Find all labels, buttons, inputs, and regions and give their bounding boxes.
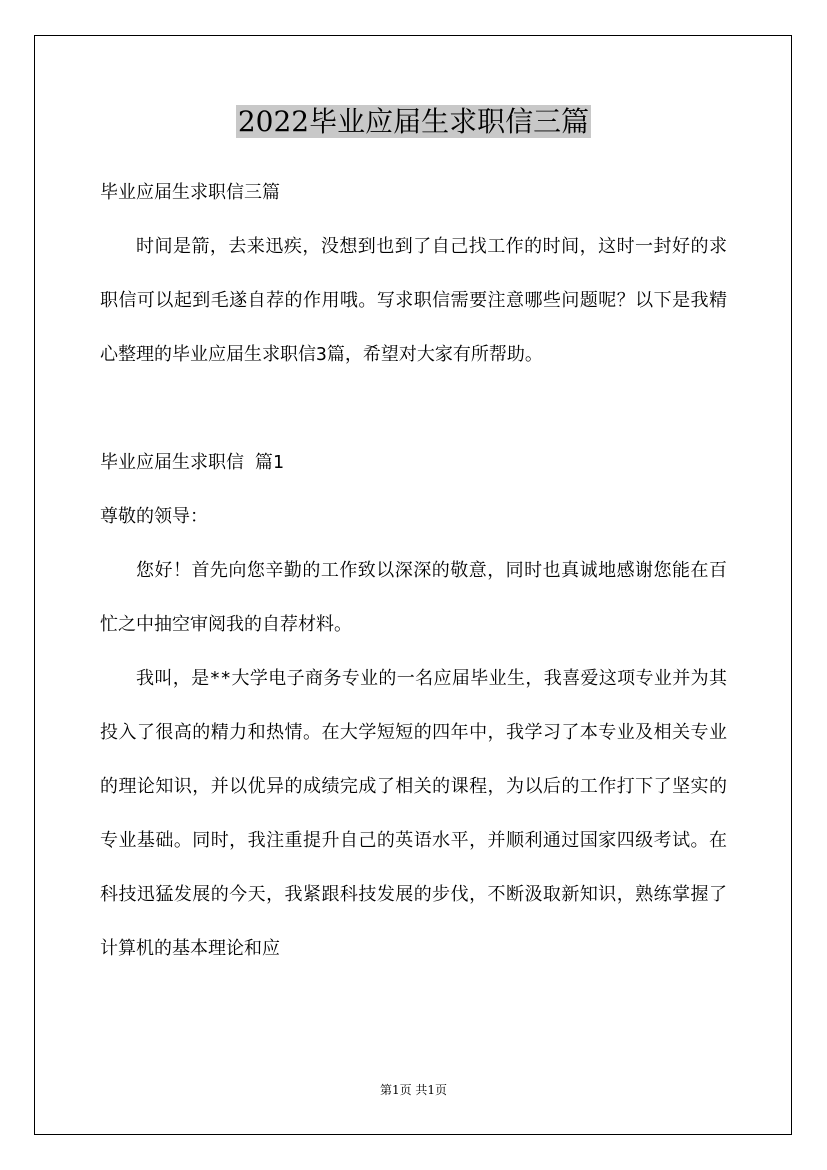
intro-paragraph: 时间是箭，去来迅疾，没想到也到了自己找工作的时间，这时一封好的求职信可以起到毛遂自荐的作用哦。写求职信需要注意哪些问题呢？以下是我精心整理的毕业应届生求职信3篇，希望对大家有所帮助。 [100, 236, 727, 365]
document-title [0, 100, 827, 144]
blank-line [100, 382, 727, 436]
document-body [100, 166, 727, 976]
section-heading: 毕业应届生求职信 篇1 [100, 452, 284, 473]
body-paragraph-2: 我叫，是**大学电子商务专业的一名应届毕业生，我喜爱这项专业并为其投入了很高的精力和热情。在大学短短的四年中，我学习了本专业及相关专业的理论知识，并以优异的成绩完成了相关的课程，为以后的工作打下了坚实的专业基础。同时，我注重提升自己的英语水平，并顺利通过国家四级考试。在科技迅猛发展的今天，我紧跟科技发展的步伐，不断汲取新知识，熟练掌握了计算机的基本理论和应 [100, 668, 727, 959]
subtitle: 毕业应届生求职信三篇 [100, 182, 280, 203]
body-paragraph-1: 您好！首先向您辛勤的工作致以深深的敬意，同时也真诚地感谢您能在百忙之中抽空审阅我的自荐材料。 [100, 560, 727, 635]
salutation: 尊敬的领导： [100, 506, 208, 527]
title-text: 2022毕业应届生求职信三篇 [237, 105, 590, 138]
page-footer: 第1页 共1页 [379, 1083, 448, 1097]
